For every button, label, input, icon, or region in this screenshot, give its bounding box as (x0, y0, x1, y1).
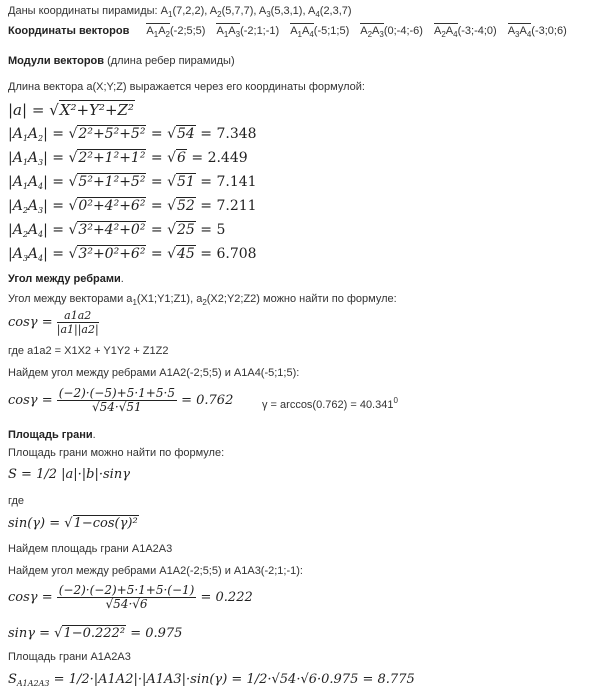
modulus-radicand: 3²+0²+6² (78, 246, 146, 262)
face-label: Площадь грани A1A2A3 (8, 651, 131, 663)
face-cos-lhs: cosγ (8, 590, 38, 605)
modulus-radicand: 0²+4²+6² (78, 198, 146, 214)
area-title: Площадь грани (8, 429, 93, 441)
moduli-heading (8, 54, 235, 68)
angle-v1-idx: 1 (132, 298, 137, 307)
angle-calc-den: √54·√51 (92, 400, 142, 414)
vector-coords: (-3;-4;0) (457, 25, 497, 37)
face-sin-lhs: sinγ (8, 626, 35, 641)
final-half-1: 1/2 (68, 672, 90, 687)
vector-coords-line (8, 24, 578, 42)
find-angle-line: Найдем угол между ребрами A1A2(-2;5;5) и A1A3(-2;1;-1): (8, 565, 303, 577)
vector-item: $A_2A_3(0;-4;-6)$ (360, 25, 423, 39)
modulus-value: 6.708 (216, 246, 257, 262)
face-cos-result: = 0.222 (200, 590, 253, 605)
vector-end-idx: 4 (526, 30, 532, 39)
sin-formula: sin(γ) = √1−cos(γ)² (8, 516, 138, 531)
vector-coords: (-2;1;-1) (240, 25, 280, 37)
modulus-idx-a: 1 (22, 182, 28, 191)
area-dot: . (92, 429, 96, 441)
area-where: где (8, 495, 25, 507)
modulus-idx-a: 2 (22, 206, 28, 215)
modulus-row: $|A_2A_3| = √0^2+4^2+6^2 = √52 = 7.211$ (8, 198, 257, 215)
angle-intro-post: можно найти по формуле: (259, 293, 397, 305)
angle-find-line: Найдем угол между ребрами A1A2(-2;5;5) и A1A4(-5;1;5): (8, 367, 300, 379)
modulus-root: 51 (177, 174, 195, 190)
point-coords: (5,3,1) (270, 5, 303, 17)
cos-lhs: cosγ (8, 315, 38, 330)
modulus-radicand: 5²+1²+5² (78, 174, 146, 190)
final-rhs1: ·|A1A2|·|A1A3|·sin(γ) = (89, 672, 243, 687)
angle-v2-coords: (X2;Y2;Z2) (206, 293, 260, 305)
point-name: A (307, 5, 316, 17)
vector-start-idx: 1 (223, 30, 229, 39)
gamma-value (262, 394, 398, 412)
angle-calc-lhs: cosγ (8, 393, 38, 408)
point-item (161, 5, 210, 17)
modulus-radicand: 3²+4²+0² (78, 222, 146, 238)
modulus-idx-a: 1 (22, 134, 28, 143)
modulus-row: $|A_2A_4| = √3^2+4^2+0^2 = √25 = 5$ (8, 222, 226, 239)
angle-heading (8, 272, 124, 286)
modulus-idx-a: 1 (22, 158, 28, 167)
vector-end-idx: 3 (235, 30, 241, 39)
vector-coords: (0;-4;-6) (383, 25, 423, 37)
modulus-radicand: 2²+5²+5² (78, 126, 146, 142)
final-s-sub: A1A2A3 (16, 679, 50, 688)
vector-start-idx: 3 (515, 30, 520, 39)
point-sep: , (253, 5, 259, 17)
area-s-half: 1/2 (36, 467, 57, 482)
point-name: A (209, 5, 218, 17)
angle-dot: . (120, 273, 124, 285)
moduli-intro: Длина вектора a(X;Y;Z) выражается через его координаты формулой: (8, 81, 365, 93)
angle-v2-idx: 2 (202, 298, 207, 307)
modulus-value: 7.211 (216, 198, 257, 214)
vector-item: $A_1A_3(-2;1;-1)$ (216, 25, 280, 39)
angle-title: Угол между ребрами (8, 273, 121, 285)
cos-formula (8, 306, 99, 340)
moduli-title: Модули векторов (8, 55, 105, 67)
vector-item: $A_1A_2(-2;5;5)$ (146, 25, 206, 39)
face-cos-calc: cosγ = $\frac{(-2)\cdot(-2)+5\cdot 1+5\cdot(-1)}{√54\cdot√6}$ = 0.222 (8, 583, 253, 611)
cos-fraction (57, 309, 99, 336)
length-formula: |a| = √X²+Y²+Z² (8, 101, 134, 119)
final-rhs2: ·√54·√6·0.975 = 8.775 (267, 672, 415, 687)
cos-eq: = (41, 315, 53, 330)
final-half-2: 1/2 (246, 672, 268, 687)
point-idx: 4 (315, 10, 320, 19)
sin-radicand: 1−cos(γ)² (73, 516, 138, 531)
vector-start-idx: 2 (367, 30, 373, 39)
formula-radicand: X²+Y²+Z² (59, 101, 134, 119)
face-sin-radicand: 1−0.222² (63, 626, 126, 641)
modulus-root: 25 (177, 222, 195, 238)
modulus-idx-b: 3 (38, 206, 44, 215)
modulus-row: $|A_1A_2| = √2^2+5^2+5^2 = √54 = 7.348$ (8, 126, 257, 143)
vector-end-idx: 4 (309, 30, 314, 39)
modulus-value: 7.141 (216, 174, 257, 190)
vector-start-idx: 1 (153, 30, 159, 39)
modulus-root: 52 (177, 198, 195, 214)
vector-coords-list (146, 25, 577, 37)
point-idx: 3 (266, 10, 271, 19)
modulus-radicand: 2²+1²+1² (78, 150, 146, 166)
moduli-note: (длина ребер пирамиды) (104, 55, 235, 67)
area-heading (8, 428, 96, 442)
area-s-rhs: |a|·|b|·sinγ (61, 467, 130, 482)
angle-calc-result: = 0.762 (181, 393, 234, 408)
modulus-row: $|A_1A_4| = √5^2+1^2+5^2 = √51 = 7.141$ (8, 174, 257, 191)
angle-calc-num: (−2)·(−5)+5·1+5·5 (58, 386, 175, 400)
modulus-root: 45 (177, 246, 195, 262)
vector-coords: (-2;5;5) (170, 25, 206, 37)
cos-frac-num: a1a2 (57, 309, 99, 323)
angle-v1-coords: (X1;Y1;Z1) (136, 293, 191, 305)
vector-item: $A_1A_4(-5;1;5)$ (290, 25, 350, 39)
sin-lhs: sin(γ) (8, 516, 46, 531)
point-coords: (5,7,7) (221, 5, 254, 17)
cos-frac-den: |a1||a2| (56, 323, 99, 336)
modulus-root: 6 (177, 150, 186, 166)
modulus-idx-b: 3 (38, 158, 44, 167)
modulus-value: 7.348 (216, 126, 257, 142)
modulus-idx-a: 2 (22, 230, 28, 239)
modulus-idx-b: 4 (38, 254, 44, 263)
modulus-value: 2.449 (207, 150, 248, 166)
final-s: S (8, 672, 17, 687)
point-item (259, 5, 308, 17)
given-coordinates-line (8, 4, 352, 22)
modulus-row: $|A_3A_4| = √3^2+0^2+6^2 = √45 = 6.708$ (8, 246, 257, 263)
vector-coords: (-5;1;5) (313, 25, 350, 37)
point-item (308, 5, 352, 17)
face-sin-calc: sinγ = √1−0.222² = 0.975 (8, 626, 183, 641)
vector-start-idx: 1 (297, 30, 302, 39)
point-coords: (7,2,2) (172, 5, 205, 17)
formula-lhs: |a| (8, 101, 28, 119)
vector-end-idx: 3 (379, 30, 384, 39)
angle-calc-eq: = (41, 393, 53, 408)
point-sep: , (302, 5, 308, 17)
point-idx: 1 (168, 10, 173, 19)
point-item (210, 5, 259, 17)
vector-end-idx: 4 (453, 30, 458, 39)
vector-item: $A_2A_4(-3;-4;0)$ (433, 25, 497, 39)
modulus-value: 5 (216, 222, 226, 238)
final-area-calc: $S_{A1A2A3} = 1/2\cdot|A1A2|\cdot|A1A3|\cdot\sin(\gamma) = 1/2\cdot√54\cdot√6\cdot 0.975 = 8.775$ (8, 672, 415, 688)
modulus-idx-b: 4 (38, 230, 44, 239)
vector-end-idx: 2 (165, 30, 170, 39)
point-name: A (258, 5, 267, 17)
modulus-idx-b: 4 (38, 182, 44, 191)
face-cos-fraction (57, 584, 197, 611)
angle-intro-mid: , a (190, 293, 203, 305)
angle-calc (8, 382, 233, 420)
area-intro: Площадь грани можно найти по формуле: (8, 447, 225, 459)
formula-eq: = (31, 101, 45, 119)
vector-coords: (-3;0;6) (531, 25, 567, 37)
point-name: A (160, 5, 168, 17)
area-s-lhs: S (8, 467, 17, 482)
modulus-idx-b: 2 (38, 134, 44, 143)
point-coords: (2,3,7) (319, 5, 352, 17)
vector-start-idx: 2 (441, 30, 446, 39)
find-face-line: Найдем площадь грани A1A2A3 (8, 543, 173, 555)
face-cos-den: √54·√6 (105, 597, 148, 611)
point-idx: 2 (217, 10, 222, 19)
modulus-idx-a: 3 (22, 254, 28, 263)
point-sep: , (204, 5, 210, 17)
gamma-degree: 0 (393, 396, 398, 405)
face-sin-result: = 0.975 (130, 626, 183, 641)
vector-item: $A_3A_4(-3;0;6)$ (507, 25, 567, 39)
angle-intro-pre: Угол между векторами a (8, 293, 133, 305)
angle-calc-fraction (57, 387, 177, 414)
modulus-root: 54 (177, 126, 195, 142)
area-formula: S = 1/2 |a|·|b|·sinγ (8, 467, 130, 482)
vector-coords-title: Координаты векторов (8, 25, 130, 37)
dot-product-note: где a1a2 = X1X2 + Y1Y2 + Z1Z2 (8, 345, 169, 357)
pyramid-points (161, 5, 352, 17)
gamma-text: γ = arccos(0.762) = 40.341 (262, 399, 394, 411)
given-label: Даны координаты пирамиды: (8, 5, 158, 17)
face-cos-num: (−2)·(−2)+5·1+5·(−1) (58, 583, 195, 597)
modulus-row: $|A_1A_3| = √2^2+1^2+1^2 = √6 = 2.449$ (8, 150, 248, 167)
